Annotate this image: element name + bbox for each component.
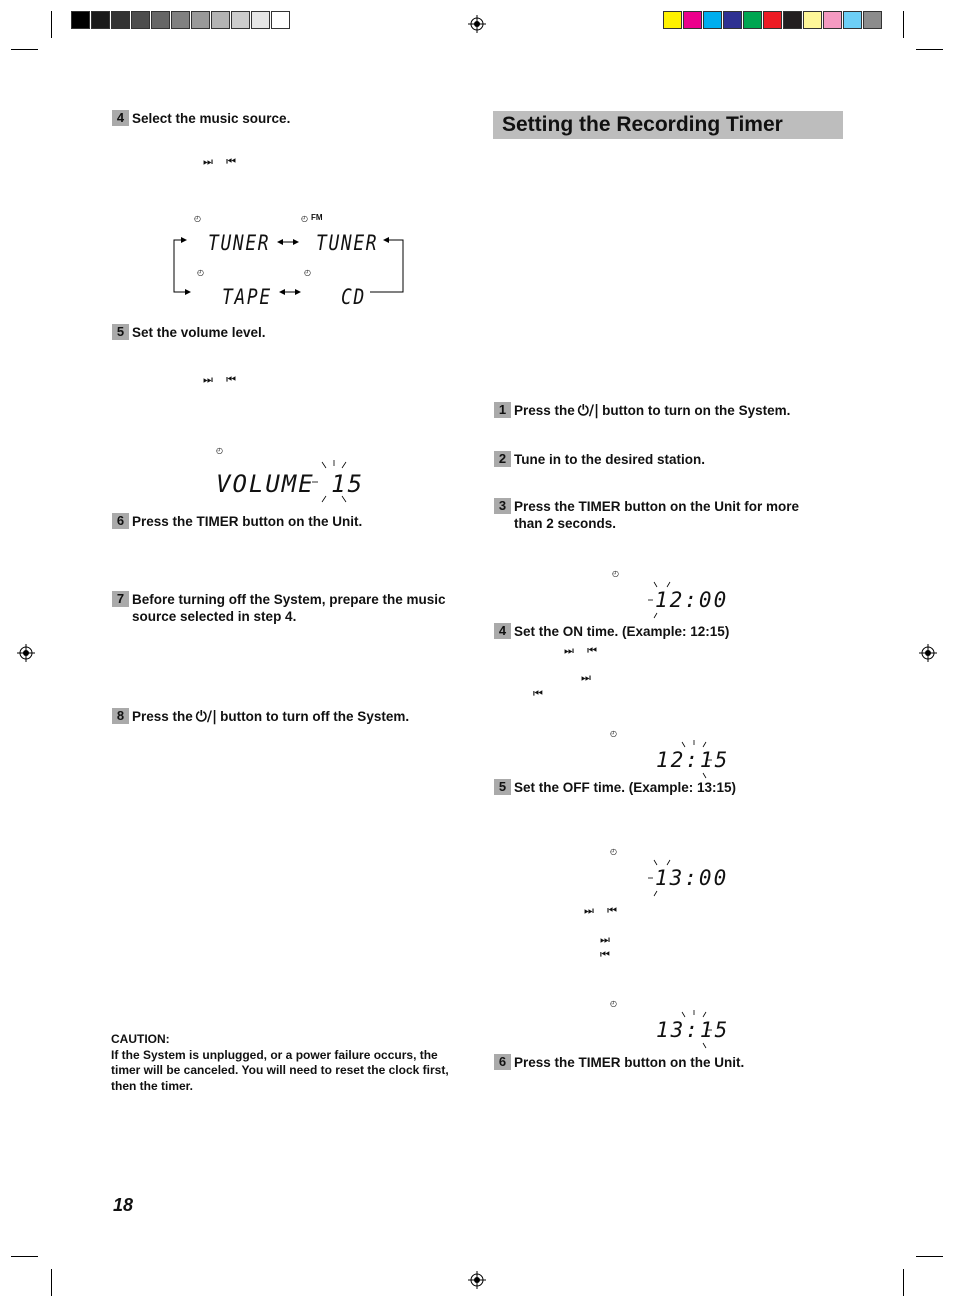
color-swatch bbox=[231, 11, 250, 29]
blink-indicator-icon bbox=[648, 580, 678, 620]
registration-mark-icon bbox=[468, 15, 486, 33]
left-step-4: 4 Select the music source. bbox=[112, 110, 452, 127]
blink-indicator-icon bbox=[676, 1010, 712, 1050]
caution-heading: CAUTION: bbox=[111, 1032, 170, 1046]
lcd-tape: TAPE bbox=[222, 285, 272, 309]
right-step-2: 2 Tune in to the desired station. bbox=[494, 451, 834, 468]
blink-indicator-icon bbox=[648, 858, 678, 898]
timer-indicator-icon: ◴ bbox=[612, 569, 619, 578]
fm-indicator: FM bbox=[311, 213, 323, 222]
left-step-7: 7 Before turning off the System, prepare the music source selected in step 4. bbox=[112, 591, 452, 625]
source-cycle-arrows bbox=[170, 232, 410, 298]
color-swatch bbox=[71, 11, 90, 29]
color-swatch bbox=[171, 11, 190, 29]
color-swatch bbox=[663, 11, 682, 29]
lcd-tuner: TUNER bbox=[208, 231, 271, 255]
right-step-5: 5 Set the OFF time. (Example: 13:15) bbox=[494, 779, 834, 796]
right-step-6: 6 Press the TIMER button on the Unit. bbox=[494, 1054, 834, 1071]
next-icon: ⏭ bbox=[581, 672, 592, 684]
timer-indicator-icon: ◴ bbox=[610, 729, 617, 738]
crop-mark bbox=[11, 1256, 38, 1257]
blink-indicator-icon bbox=[676, 740, 712, 780]
color-swatch bbox=[211, 11, 230, 29]
color-swatch bbox=[703, 11, 722, 29]
color-swatch bbox=[823, 11, 842, 29]
color-swatch bbox=[251, 11, 270, 29]
caution-body: If the System is unplugged, or a power failure occurs, the timer will be canceled. You will need to reset the clock first, then the timer. bbox=[111, 1047, 449, 1093]
blink-indicator-icon bbox=[310, 460, 358, 504]
lcd-time-1300: 13:00 bbox=[655, 866, 729, 890]
page-title: Setting the Recording Timer bbox=[493, 111, 843, 139]
color-swatch bbox=[803, 11, 822, 29]
timer-indicator-icon: ◴ bbox=[197, 268, 204, 277]
next-prev-icon: ⏭ ⏮ bbox=[584, 905, 618, 917]
lcd-cd: CD bbox=[341, 285, 366, 309]
page-number: 18 bbox=[113, 1195, 134, 1215]
prev-icon: ⏮ bbox=[600, 949, 611, 961]
lcd-time-1200: 12:00 bbox=[655, 588, 729, 612]
timer-indicator-icon: ◴ bbox=[610, 847, 617, 856]
color-swatch bbox=[151, 11, 170, 29]
color-swatch bbox=[131, 11, 150, 29]
power-icon: ⏻/| bbox=[577, 403, 600, 419]
color-swatch bbox=[111, 11, 130, 29]
color-swatch bbox=[863, 11, 882, 29]
color-swatch bbox=[843, 11, 862, 29]
lcd-tuner-fm: TUNER bbox=[316, 231, 379, 255]
color-swatch bbox=[723, 11, 742, 29]
registration-mark-icon bbox=[919, 644, 937, 662]
timer-indicator-icon: ◴ bbox=[610, 999, 617, 1008]
color-swatch bbox=[783, 11, 802, 29]
registration-mark-icon bbox=[17, 644, 35, 662]
lcd-time-1315: 13:15 bbox=[656, 1018, 730, 1042]
timer-indicator-icon: ◴ bbox=[194, 214, 201, 223]
timer-indicator-icon: ◴ bbox=[301, 214, 308, 223]
crop-mark bbox=[51, 11, 52, 38]
prev-icon: ⏮ bbox=[533, 688, 544, 700]
crop-mark bbox=[903, 1269, 904, 1296]
registration-mark-icon bbox=[468, 1271, 486, 1289]
color-swatch bbox=[683, 11, 702, 29]
next-prev-icon: ⏭ ⏮ bbox=[203, 374, 237, 386]
crop-mark bbox=[916, 49, 943, 50]
next-prev-icon: ⏭ ⏮ bbox=[203, 156, 237, 168]
caution-note bbox=[111, 1032, 461, 1094]
right-step-3: 3 Press the TIMER button on the Unit for more than 2 seconds. bbox=[494, 498, 814, 532]
right-step-4: 4 Set the ON time. (Example: 12:15) bbox=[494, 623, 834, 640]
crop-mark bbox=[916, 1256, 943, 1257]
timer-indicator-icon: ◴ bbox=[216, 446, 223, 455]
left-step-5: 5 Set the volume level. bbox=[112, 324, 452, 341]
lcd-time-1215: 12:15 bbox=[656, 748, 730, 772]
color-swatch bbox=[271, 11, 290, 29]
color-swatch bbox=[763, 11, 782, 29]
color-swatch bbox=[191, 11, 210, 29]
right-step-1: 1 Press the ⏻/| button to turn on the System. bbox=[494, 402, 814, 420]
timer-indicator-icon: ◴ bbox=[304, 268, 311, 277]
crop-mark bbox=[903, 11, 904, 38]
color-swatch bbox=[91, 11, 110, 29]
crop-mark bbox=[51, 1269, 52, 1296]
left-step-6: 6 Press the TIMER button on the Unit. bbox=[112, 513, 452, 530]
left-step-8: 8 Press the ⏻/| button to turn off the System. bbox=[112, 708, 442, 726]
color-swatch bbox=[743, 11, 762, 29]
next-icon: ⏭ bbox=[600, 934, 611, 946]
lcd-volume: VOLUME 15 bbox=[216, 470, 365, 498]
next-prev-icon: ⏭ ⏮ bbox=[564, 645, 598, 657]
crop-mark bbox=[11, 49, 38, 50]
power-icon: ⏻/| bbox=[195, 709, 218, 725]
gray-swatches bbox=[71, 11, 291, 29]
color-swatches bbox=[663, 11, 883, 29]
